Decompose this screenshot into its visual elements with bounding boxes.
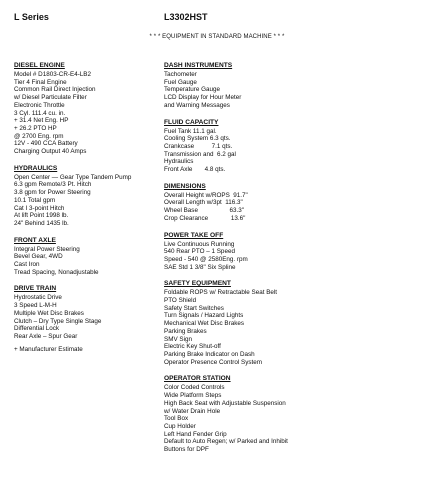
spec-line: Open Center — Gear Type Tandem Pump xyxy=(14,173,132,181)
spec-line: Buttons for DPF xyxy=(164,446,209,454)
spec-section-dash-instruments xyxy=(164,62,424,110)
section-heading: OPERATOR STATION xyxy=(164,375,231,383)
standard-equipment-note: * * * EQUIPMENT IN STANDARD MACHINE * * * xyxy=(149,34,285,40)
spec-line: SMV Sign xyxy=(164,335,192,343)
section-heading: FRONT AXLE xyxy=(14,236,56,244)
spec-line: + 31.4 Net Eng. HP xyxy=(14,117,69,125)
spec-line: SAE Std 1 3/8" Six Spline xyxy=(164,263,236,271)
spec-line: Electric Key Shut-off xyxy=(164,343,221,351)
spec-line: Parking Brake Indicator on Dash xyxy=(164,350,255,358)
spec-line: Model # D1803-CR-E4-LB2 xyxy=(14,71,91,78)
section-heading: DIESEL ENGINE xyxy=(14,62,65,69)
spec-line: Mechanical Wet Disc Brakes xyxy=(164,320,245,328)
spec-line: + 26.2 PTO HP xyxy=(14,124,57,132)
spec-line: Multiple Wet Disc Brakes xyxy=(14,309,84,317)
spec-line: Left Hand Fender Grip xyxy=(164,430,227,438)
right-spec-column xyxy=(164,62,424,463)
spec-line: Temperature Gauge xyxy=(164,86,221,94)
left-spec-column xyxy=(14,62,162,362)
spec-line: and Warning Messages xyxy=(164,101,230,109)
spec-line: Charging Output 40 Amps xyxy=(14,148,87,156)
spec-line: Tread Spacing, Nonadjustable xyxy=(14,268,99,276)
spec-line: 12V - 490 CCA Battery xyxy=(14,140,78,148)
spec-line: Parking Brakes xyxy=(164,327,207,335)
spec-line: Cast Iron xyxy=(14,261,40,269)
spec-line: Overall Length w/3pt 116.3" xyxy=(164,199,243,207)
model-title: L3302HST xyxy=(164,12,208,22)
spec-line: At lift Point 1998 lb. xyxy=(14,212,69,220)
spec-section-front-axle xyxy=(14,237,162,277)
spec-line: 3 Cyl. 111.4 cu. in. xyxy=(14,109,66,117)
spec-line: Foldable ROPS w/ Retractable Seat Belt xyxy=(164,289,278,297)
spec-line: Cup Holder xyxy=(164,422,196,430)
spec-line: Differential Lock xyxy=(14,325,60,333)
spec-section-diesel-engine xyxy=(14,62,162,156)
section-heading: FLUID CAPACITY xyxy=(164,118,219,126)
spec-line: Front Axle 4.8 qts. xyxy=(164,166,226,174)
spec-line: 3.8 gpm for Power Steering xyxy=(14,189,91,197)
spec-line: Fuel Gauge xyxy=(164,78,197,86)
spec-line: @ 2700 Eng. rpm xyxy=(14,132,64,140)
spec-line: Integral Power Steering xyxy=(14,245,80,253)
spec-section-dimensions xyxy=(164,183,424,223)
spec-line: LCD Display for Hour Meter xyxy=(164,94,242,102)
spec-line: Safety Start Switches xyxy=(164,304,224,312)
spec-line: Speed - 540 @ 2580Eng. rpm xyxy=(164,255,248,263)
spec-line: 10.1 Total gpm xyxy=(14,196,56,204)
spec-section-fluid-capacity xyxy=(164,119,424,174)
spec-section-operator-station xyxy=(164,375,424,453)
section-heading: DASH INSTRUMENTS xyxy=(164,62,233,69)
spec-line: Cat I 3-point Hitch xyxy=(14,204,65,212)
spec-line: Rear Axle – Spur Gear xyxy=(14,332,78,340)
section-heading: HYDRAULICS xyxy=(14,164,58,172)
spec-line: Transmission and 6.2 gal xyxy=(164,150,236,158)
spec-line: Default to Auto Regen; w/ Parked and Inhibit xyxy=(164,438,288,446)
spec-line: Wheel Base 63.3" xyxy=(164,207,244,215)
spec-line: 6.3 gpm Remote/3 Pt. Hitch xyxy=(14,181,92,189)
footnote: + Manufacturer Estimate xyxy=(14,345,83,353)
spec-line: Crop Clearance 13.6" xyxy=(164,214,246,222)
spec-line: Operator Presence Control System xyxy=(164,358,262,366)
spec-line: 3 Speed L-M-H xyxy=(14,302,57,310)
spec-line: Turn Signals / Hazard Lights xyxy=(164,312,244,320)
spec-line: Wide Platform Steps xyxy=(164,392,222,400)
spec-line: Tier 4 Final Engine xyxy=(14,78,67,86)
spec-line: Crankcase 7.1 qts. xyxy=(164,142,233,150)
spec-line: 540 Rear PTO – 1 Speed xyxy=(164,248,235,256)
spec-line: Overall Height w/ROPS 91.7" xyxy=(164,191,248,199)
spec-line: PTO Shield xyxy=(164,297,197,305)
spec-line: Hydraulics xyxy=(164,158,194,166)
spec-line: High Back Seat with Adjustable Suspension xyxy=(164,399,286,407)
spec-line: Bevel Gear, 4WD xyxy=(14,253,63,261)
spec-line: 24" Behind 1435 lb. xyxy=(14,219,69,227)
spec-section-safety-equipment xyxy=(164,280,424,366)
spec-line: Electronic Throttle xyxy=(14,101,65,109)
section-heading: DRIVE TRAIN xyxy=(14,285,57,293)
spec-section-power-take-off xyxy=(164,232,424,272)
section-heading: POWER TAKE OFF xyxy=(164,231,224,239)
spec-line: Tool Box xyxy=(164,415,189,423)
spec-section-drive-train xyxy=(14,285,162,353)
spec-line: Live Continuous Running xyxy=(164,240,235,248)
section-heading: SAFETY EQUIPMENT xyxy=(164,280,231,288)
spec-line: Cooling System 6.3 qts. xyxy=(164,135,231,143)
spec-line: Clutch – Dry Type Single Stage xyxy=(14,317,102,325)
section-heading: DIMENSIONS xyxy=(164,182,206,190)
spec-line: Fuel Tank 11.1 gal. xyxy=(164,127,217,135)
spec-section-hydraulics xyxy=(14,165,162,228)
spec-line: Tachometer xyxy=(164,71,197,78)
spec-line: w/ Water Drain Hole xyxy=(164,407,221,415)
series-title: L Series xyxy=(14,12,49,22)
spec-line: Hydrostatic Drive xyxy=(14,294,62,302)
spec-line: w/ Diesel Particulate Filter xyxy=(14,94,87,102)
spec-line: Color Coded Controls xyxy=(164,384,225,392)
spec-line: Common Rail Direct Injection xyxy=(14,86,96,94)
